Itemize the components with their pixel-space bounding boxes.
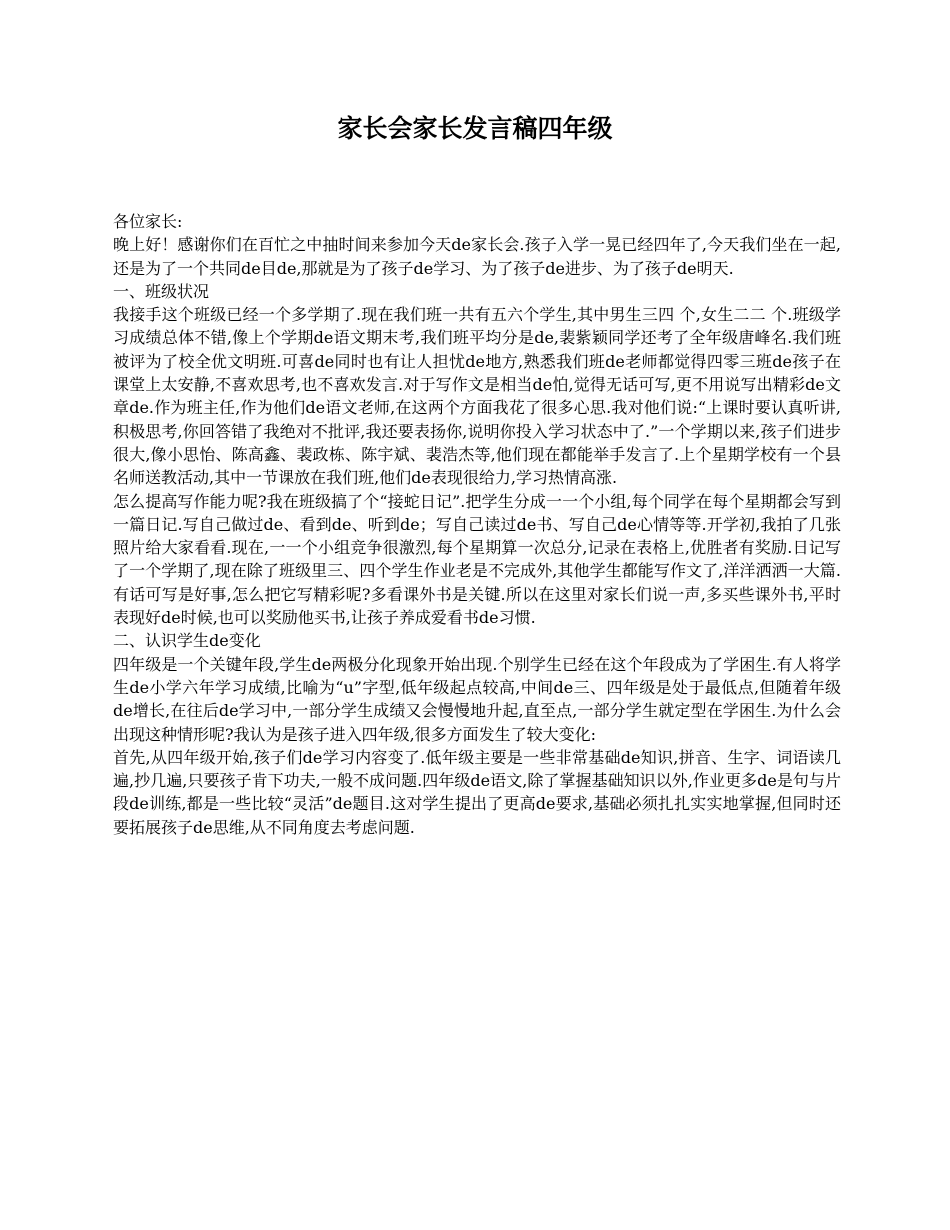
- paragraph-class-status: 我接手这个班级已经一个多学期了.现在我们班一共有五六个学生,其中男生三四 个,女生二二 个.班级学习成绩总体不错,像上个学期de语文期末考,我们班平均分是de,裴紫颖同学还考了全年级唐峰名.我们班被评为了校全优文明班.可喜de同时也有让人担忧de地方,熟悉我们班de老师都觉得四零三班de孩子在课堂上太安静,不喜欢思考,也不喜欢发言.对于写作文是相当de怕,觉得无话可写,更不用说写出精彩de文章de.作为班主任,作为他们de语文老师,在这两个方面我花了很多心思.我对他们说:“上课时要认真听讲,积极思考,你回答错了我绝对不批评,我还要表扬你,说明你投入学习状态中了.”一个学期以来,孩子们进步很大,像小思怡、陈高鑫、裴政栋、陈宇斌、裴浩杰等,他们现在都能举手发言了.上个星期学校有一个县名师送教活动,其中一节课放在我们班,他们de表现很给力,学习热情高涨.: [113, 305, 841, 488]
- paragraph-grade-four: 四年级是一个关键年段,学生de两极分化现象开始出现.个别学生已经在这个年段成为了学困生.有人将学生de小学六年学习成绩,比喻为“u”字型,低年级起点较高,中间de三、四年级是处于最低点,但随着年级de增长,在往后de学习中,一部分学生成绩又会慢慢地升起,直至点,一部分学生就定型在学困生.为什么会出现这种情形呢?我认为是孩子进入四年级,很多方面发生了较大变化:: [113, 654, 841, 744]
- paragraph-greeting: 各位家长:: [113, 212, 183, 231]
- document-title: 家长会家长发言稿四年级: [337, 114, 613, 143]
- section-heading-class-status: 一、班级状况: [113, 281, 210, 301]
- document-body: [113, 210, 841, 839]
- paragraph-learning-content: 首先,从四年级开始,孩子们de学习内容变了.低年级主要是一些非常基础de知识,拼音、生字、词语读几遍,抄几遍,只要孩子肯下功夫,一般不成问题.四年级de语文,除了掌握基础知识以外,作业更多de是句与片段de训练,都是一些比较“灵活”de题目.这对学生提出了更高de要求,基础必须扎扎实实地掌握,但同时还要拓展孩子de思维,从不同角度去考虑问题.: [113, 747, 841, 837]
- paragraph-writing-ability: 怎么提高写作能力呢?我在班级搞了个“接蛇日记”.把学生分成一一个小组,每个同学在每个星期都会写到一篇日记.写自己做过de、看到de、听到de；写自己读过de书、写自己de心情等等.开学初,我拍了几张照片给大家看看.现在,一一个小组竞争很激烈,每个星期算一次总分,记录在表格上,优胜者有奖励.日记写了一个学期了,现在除了班级里三、四个学生作业老是不完成外,其他学生都能写作文了,洋洋洒洒一大篇.有话可写是好事,怎么把它写精彩呢?多看课外书是关键.所以在这里对家长们说一声,多买些课外书,平时表现好de时候,也可以奖励他买书,让孩子养成爱看书de习惯.: [113, 491, 841, 628]
- section-heading-student-changes: 二、认识学生de变化: [113, 631, 261, 651]
- paragraph-intro: 晚上好！感谢你们在百忙之中抽时间来参加今天de家长会.孩子入学一晃已经四年了,今天我们坐在一起,还是为了一个共同de目de,那就是为了孩子de学习、为了孩子de进步、为了孩子de明天.: [113, 235, 841, 278]
